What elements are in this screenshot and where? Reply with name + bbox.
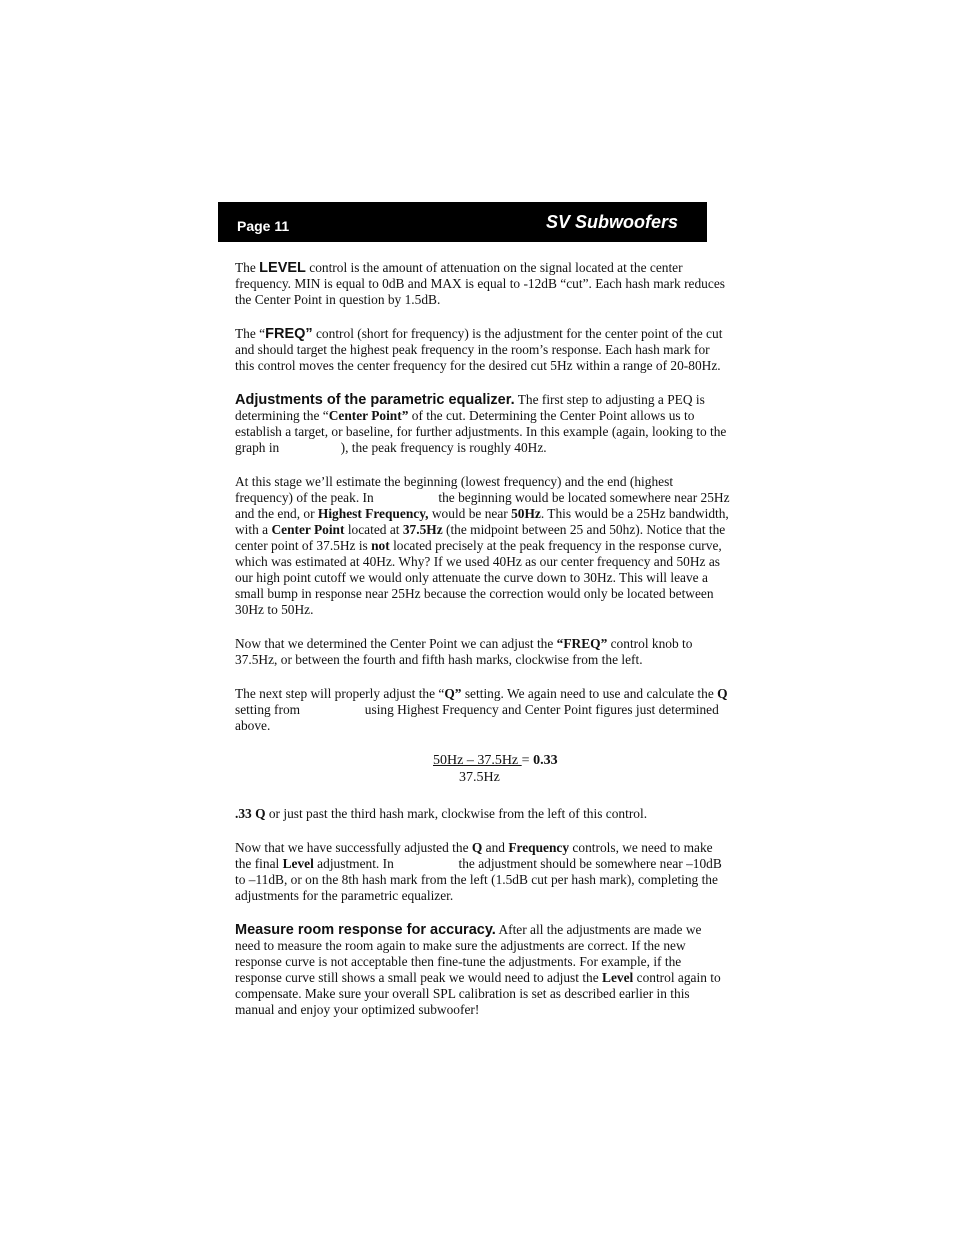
paragraph-level-adjust: Now that we have successfully adjusted the Q and Frequency controls, we need to make the final Level adjustment. In the adjustment should be somewhere near –10dB to –11dB, or on the 8th hash mark from the left (1.5dB cut per hash mark), completing the adjustments for the parametric equalizer. [235,840,722,903]
keyword-freq: FREQ” [265,326,313,342]
brand-title: SV Subwoofers [546,212,679,232]
page-number: Page 11 [237,218,290,234]
paragraph-adjustments: Adjustments of the parametric equalizer. The first step to adjusting a PEQ is determining the “Center Point” of the cut. Determining the Center Point allows us to establish a target, or baseline, for further adjustments. In this example (again, looking to the graph in ), the peak frequency is roughly 40Hz. [235,392,727,455]
formula-denominator: 37.5Hz [459,770,500,785]
document-body [235,260,730,1036]
section-heading-measure: Measure room response for accuracy. [235,922,496,938]
paragraph-level: The LEVEL control is the amount of attenuation on the signal located at the center frequency. MIN is equal to 0dB and MAX is equal to -12dB “cut”. Each hash mark reduces the Center Point in question by 1.5dB. [235,260,725,307]
paragraph-measure: Measure room response for accuracy. After all the adjustments are made we need to measure the room again to make sure the adjustments are correct. If the new response curve is not acceptable then fine-tune the adjustments. For example, if the response curve still shows a small peak we would need to adjust the Level control again to compensate. Make sure your overall SPL calibration is set as described earlier in this manual and enjoy your optimized subwoofer! [235,922,721,1017]
paragraph-q-result: .33 Q or just past the third hash mark, clockwise from the left of this control. [235,806,648,821]
formula-numerator: 50Hz – 37.5Hz [433,753,522,768]
paragraph-estimate: At this stage we’ll estimate the beginning (lowest frequency) and the end (highest frequency) of the peak. In the beginning would be located somewhere near 25Hz and the end, or Highest Frequency, would be near 50Hz. This would be a 25Hz bandwidth, with a Center Point located at 37.5Hz (the midpoint between 25 and 50hz). Notice that the center point of 37.5Hz is not located precisely at the peak frequency in the response curve, which was estimated at 40Hz. Why? If we used 40Hz as our center frequency and 50Hz as our high point cutoff we would only attenuate the curve down to 30Hz. This will leave a small bump in response near 25Hz because the correction would only be located between 30Hz to 50Hz. [235,474,730,617]
formula-result: 0.33 [533,753,558,768]
page-header [218,202,707,242]
q-formula [433,752,730,786]
section-heading-adjustments: Adjustments of the parametric equalizer. [235,392,515,408]
paragraph-freq: The “FREQ” control (short for frequency) is the adjustment for the center point of the cut and should target the highest peak frequency in the room’s response. Each hash mark for this control moves the center frequency for the desired cut 5Hz within a range of 20-80Hz. [235,326,723,373]
formula-equals: = [521,753,534,768]
keyword-level: LEVEL [259,260,306,276]
paragraph-freq-adjust: Now that we determined the Center Point we can adjust the “FREQ” control knob to 37.5Hz, or between the fourth and fifth hash marks, clockwise from the left. [235,636,693,667]
paragraph-q: The next step will properly adjust the “Q” setting. We again need to use and calculate the Q setting from using Highest Frequency and Center Point figures just determined above. [235,686,728,733]
